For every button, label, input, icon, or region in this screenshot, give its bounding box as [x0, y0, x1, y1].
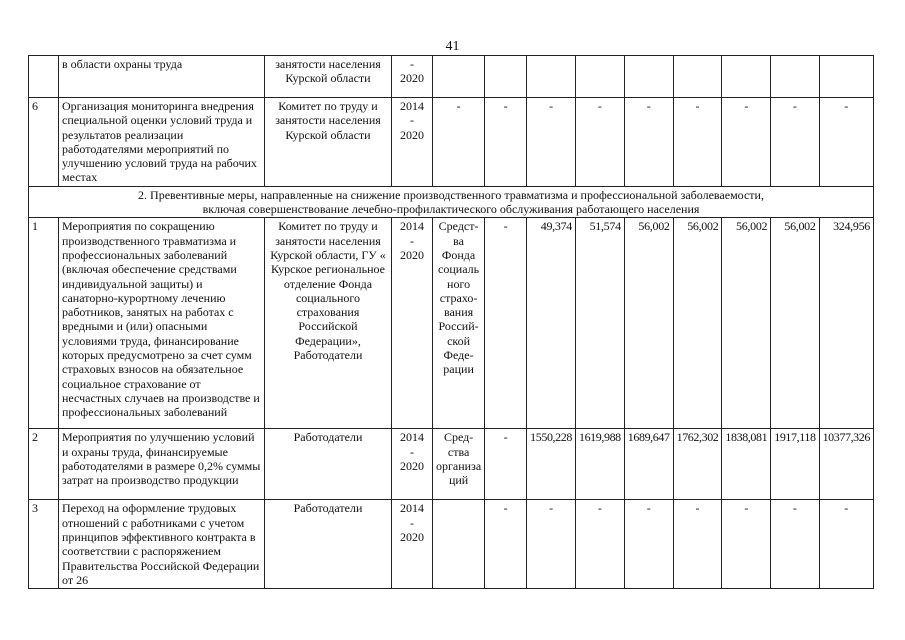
period: [392, 218, 433, 429]
activity-name: Организация мониторинга внедрения специальной оценки условий труда и результатов реализации работодателями мероприятий по улучшению условий труда на рабочих местах: [59, 98, 265, 187]
value-cell: -: [485, 98, 527, 187]
value-cell: 56,002: [624, 218, 673, 429]
activity-name: в области охраны труда: [59, 56, 265, 98]
table-row: [29, 56, 874, 98]
value-cell: 1762,302: [673, 429, 722, 500]
period-end: 2020: [400, 247, 424, 262]
page-number: 41: [445, 39, 460, 54]
section-heading: [29, 186, 874, 218]
value-cell: 49,374: [527, 218, 576, 429]
value-cell: 51,574: [575, 218, 624, 429]
row-number: 1: [29, 218, 59, 429]
period: [392, 429, 433, 500]
period-start: 2014: [400, 219, 424, 234]
value-cell: [771, 56, 819, 98]
value-cell: -: [527, 98, 576, 187]
value-cell: -: [624, 500, 673, 589]
value-cell: 1619,988: [575, 429, 624, 500]
executor: Работодатели: [265, 500, 392, 589]
period: [392, 56, 433, 98]
row-number: 3: [29, 500, 59, 589]
period: [392, 98, 433, 187]
value-cell: -: [575, 500, 624, 589]
period-end: 2020: [400, 458, 424, 473]
value-cell: -: [771, 500, 819, 589]
funding-source: -: [433, 98, 485, 187]
period-end: 2020: [400, 127, 424, 142]
activity-name: Переход на оформление трудовых отношений с работниками с учетом принципов эффективного контракта в соответствии с распоряжением Правительства Российской Федерации от 26: [59, 500, 265, 589]
value-cell: [527, 56, 576, 98]
value-cell: -: [673, 98, 722, 187]
value-cell: -: [624, 98, 673, 187]
value-cell: -: [722, 500, 771, 589]
period-sep: -: [410, 57, 414, 71]
value-cell: 1838,081: [722, 429, 771, 500]
period: [392, 500, 433, 589]
value-cell: 1689,647: [624, 429, 673, 500]
value-cell: [819, 56, 873, 98]
row-number: 2: [29, 429, 59, 500]
table-row: [29, 218, 874, 429]
value-cell: -: [819, 500, 873, 589]
value-cell: 56,002: [673, 218, 722, 429]
executor: Комитет по труду и занятости населения Курской области: [265, 98, 392, 187]
executor: Работодатели: [265, 429, 392, 500]
value-cell: -: [575, 98, 624, 187]
value-cell: [485, 56, 527, 98]
section-heading-line2: включая совершенствование лечебно-профилактического обслуживания работающего населения: [202, 202, 700, 217]
value-cell: 56,002: [722, 218, 771, 429]
activity-name: Мероприятия по сокращению производственного травматизма и профессиональных заболеваний (включая обеспечение средствами индивидуальной защиты) и санаторно-курортному лечению работников, занятых на работах с вредными и (или) опасными условиями труда, финансирование которых предусмотрено за счет сумм страховых взносов на обязательное социальное страхование от несчастных случаев на производстве и профессиональных заболеваний: [59, 218, 265, 429]
value-cell: [624, 56, 673, 98]
value-cell: 1550,228: [527, 429, 576, 500]
program-table: [28, 55, 874, 589]
activity-name: Мероприятия по улучшению условий и охраны труда, финансируемые работодателями в размере 0,2% суммы затрат на производство продукции: [59, 429, 265, 500]
section-header-row: [29, 186, 874, 218]
period-start: 2014: [400, 501, 424, 516]
period-sep: -: [410, 233, 414, 248]
value-cell: 1917,118: [771, 429, 819, 500]
funding-source: [433, 500, 485, 589]
executor: занятости населения Курской области: [265, 56, 392, 98]
row-number: [29, 56, 59, 98]
value-cell: -: [527, 500, 576, 589]
value-cell: -: [485, 500, 527, 589]
section-heading-line1: 2. Превентивные меры, направленные на снижение производственного травматизма и профессиональной заболеваемости,: [138, 187, 764, 202]
funding-source: [433, 56, 485, 98]
value-cell: 56,002: [771, 218, 819, 429]
funding-source: Сред-ства организа ций: [433, 429, 485, 500]
row-number: 6: [29, 98, 59, 187]
table-row: [29, 429, 874, 500]
table-row: [29, 500, 874, 589]
period-sep: -: [410, 515, 414, 530]
value-cell: [575, 56, 624, 98]
funding-source: Средст-ва Фонда социаль ного страхо-вания Россий-ской Феде-рации: [433, 218, 485, 429]
table-row: [29, 98, 874, 187]
value-cell: [722, 56, 771, 98]
value-cell: -: [819, 98, 873, 187]
value-cell: -: [485, 429, 527, 500]
period-end: 2020: [400, 71, 424, 86]
value-cell: 324,956: [819, 218, 873, 429]
value-cell: [673, 56, 722, 98]
period-sep: -: [410, 444, 414, 459]
period-start: 2014: [400, 99, 424, 113]
value-cell: -: [485, 218, 527, 429]
value-cell: 10377,326: [819, 429, 873, 500]
value-cell: -: [722, 98, 771, 187]
period-end: 2020: [400, 529, 424, 544]
value-cell: -: [673, 500, 722, 589]
period-start: 2014: [400, 430, 424, 445]
period-sep: -: [410, 113, 414, 128]
value-cell: -: [771, 98, 819, 187]
executor: Комитет по труду и занятости населения Курской области, ГУ « Курское региональное отделение Фонда социального страхования Российской Федерации», Работодатели: [265, 218, 392, 429]
